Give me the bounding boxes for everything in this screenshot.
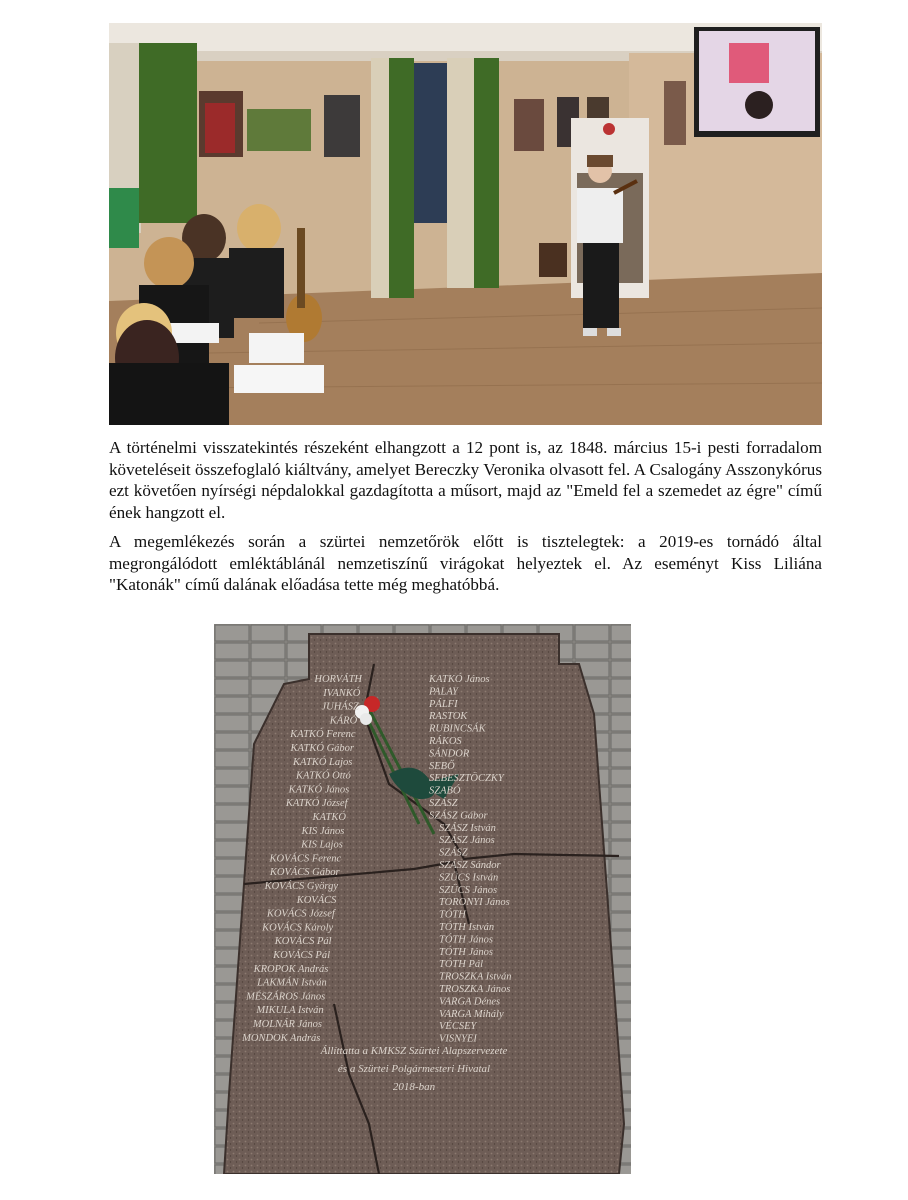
- plaque-name-right: SZÁSZ: [429, 798, 458, 809]
- plaque-name-left: LAKMÁN István: [257, 977, 327, 989]
- plaque-name-right: SZÁSZ István: [439, 822, 496, 834]
- plaque-name-right: SEBŐ: [429, 760, 455, 772]
- plaque-name-right: TROSZKA János: [439, 984, 511, 995]
- plaque-name-left: KÁRÓ: [329, 715, 358, 727]
- plaque-name-right: TÓTH János: [439, 934, 493, 946]
- article-paragraph-1: [109, 437, 822, 523]
- paragraph-text: A történelmi visszatekintés részeként elhangzott a 12 pont is, az 1848. március 15-i pesti forradalom követeléseit összefoglaló kiáltvány, amelyet Bereczky Veronika olvasott fel. A Csalogány Asszonykórus ezt követően nyírségi népdalokkal gazdagította a műsort, majd az "Emeld fel a szemedet az égre" című ének hangzott el.: [109, 438, 822, 522]
- plaque-name-right: SÁNDOR: [429, 748, 470, 760]
- plaque-name-left: KROPOK András: [253, 963, 329, 975]
- event-photo: [109, 23, 822, 425]
- plaque-name-left: KATKÓ János: [288, 784, 350, 796]
- memorial-plaque-photo: [214, 624, 631, 1174]
- plaque-footer-line: Állíttatta a KMKSZ Szürtei Alapszervezete: [320, 1045, 508, 1057]
- plaque-name-left: KOVÁCS György: [264, 881, 338, 892]
- plaque-name-left: MIKULA István: [256, 1005, 324, 1017]
- plaque-name-right: VÉCSEY: [439, 1021, 477, 1033]
- plaque-name-right: VARGA Mihály: [439, 1008, 504, 1020]
- plaque-name-right: VARGA Dénes: [439, 996, 501, 1008]
- plaque-name-left: KOVÁCS: [296, 894, 337, 906]
- plaque-name-left: KIS Lajos: [301, 839, 343, 851]
- paragraph-text: A megemlékezés során a szürtei nemzetőrök előtt is tisztelegtek: a 2019-es tornádó által megrongálódott emléktáblánál nemzetiszínű virágokat helyeztek el. Az eseményt Kiss Liliána "Katonák" című dalának előadása tette még meghatóbbá.: [109, 532, 822, 595]
- plaque-name-right: SZÜCS János: [439, 884, 498, 896]
- plaque-name-left: KOVÁCS Gábor: [269, 867, 340, 879]
- plaque-name-left: IVANKÓ: [323, 687, 361, 699]
- plaque-name-right: TÓTH Pál: [439, 959, 484, 971]
- plaque-name-right: SEBESZTÖCZKY: [429, 773, 504, 785]
- plaque-name-left: JUHÁSZ: [321, 701, 359, 713]
- plaque-name-right: PALAY: [429, 686, 458, 698]
- plaque-name-right: TÓTH: [439, 909, 466, 921]
- plaque-name-left: KATKÓ Lajos: [292, 756, 353, 768]
- plaque-name-right: TORONYI János: [439, 897, 510, 909]
- plaque-name-right: KATKÓ János: [429, 674, 490, 685]
- plaque-name-left: KOVÁCS József: [266, 908, 335, 920]
- plaque-name-left: KOVÁCS Pál: [274, 936, 332, 948]
- plaque-name-left: KOVÁCS Pál: [273, 950, 330, 961]
- plaque-name-left: MÉSZÁROS János: [246, 991, 326, 1003]
- plaque-name-left: KATKÓ Ferenc: [290, 729, 356, 741]
- plaque-name-right: TROSZKA István: [439, 971, 512, 983]
- plaque-name-right: SZÁSZ János: [439, 835, 495, 847]
- plaque-name-right: RASTOK: [429, 711, 468, 723]
- plaque-name-left: MOLNÁR János: [252, 1019, 322, 1030]
- plaque-name-right: TÓTH János: [439, 946, 493, 958]
- plaque-name-right: SZÁSZ Gábor: [429, 810, 488, 822]
- plaque-name-left: KOVÁCS Ferenc: [269, 853, 342, 865]
- plaque-name-right: PÁLFI: [429, 698, 458, 710]
- plaque-footer-line: 2018-ban: [392, 1081, 436, 1093]
- plaque-name-left: KOVÁCS Károly: [262, 922, 334, 934]
- plaque-name-left: MONDOK András: [242, 1032, 321, 1044]
- article-paragraph-2: [109, 531, 822, 596]
- plaque-name-right: SZABÓ: [429, 785, 461, 797]
- plaque-name-left: KATKÓ József: [285, 798, 348, 810]
- plaque-name-left: HORVÁTH: [314, 674, 362, 685]
- plaque-name-right: SZÁSZ: [439, 847, 468, 859]
- plaque-name-right: VISNYEI: [439, 1033, 477, 1045]
- plaque-name-right: SZÁSZ Sándor: [439, 860, 501, 871]
- plaque-name-left: KATKÓ Gábor: [290, 743, 354, 754]
- plaque-name-right: SZÜCS István: [439, 872, 499, 884]
- plaque-name-left: KATKÓ: [312, 812, 346, 823]
- plaque-name-left: KATKÓ Ottó: [296, 770, 351, 782]
- plaque-name-right: RÁKOS: [429, 736, 462, 747]
- plaque-footer-line: és a Szürtei Polgármesteri Hivatal: [337, 1063, 491, 1075]
- plaque-name-right: TÓTH István: [439, 922, 495, 933]
- plaque-name-right: RUBINCSÁK: [429, 723, 486, 735]
- plaque-name-left: KIS János: [301, 825, 345, 837]
